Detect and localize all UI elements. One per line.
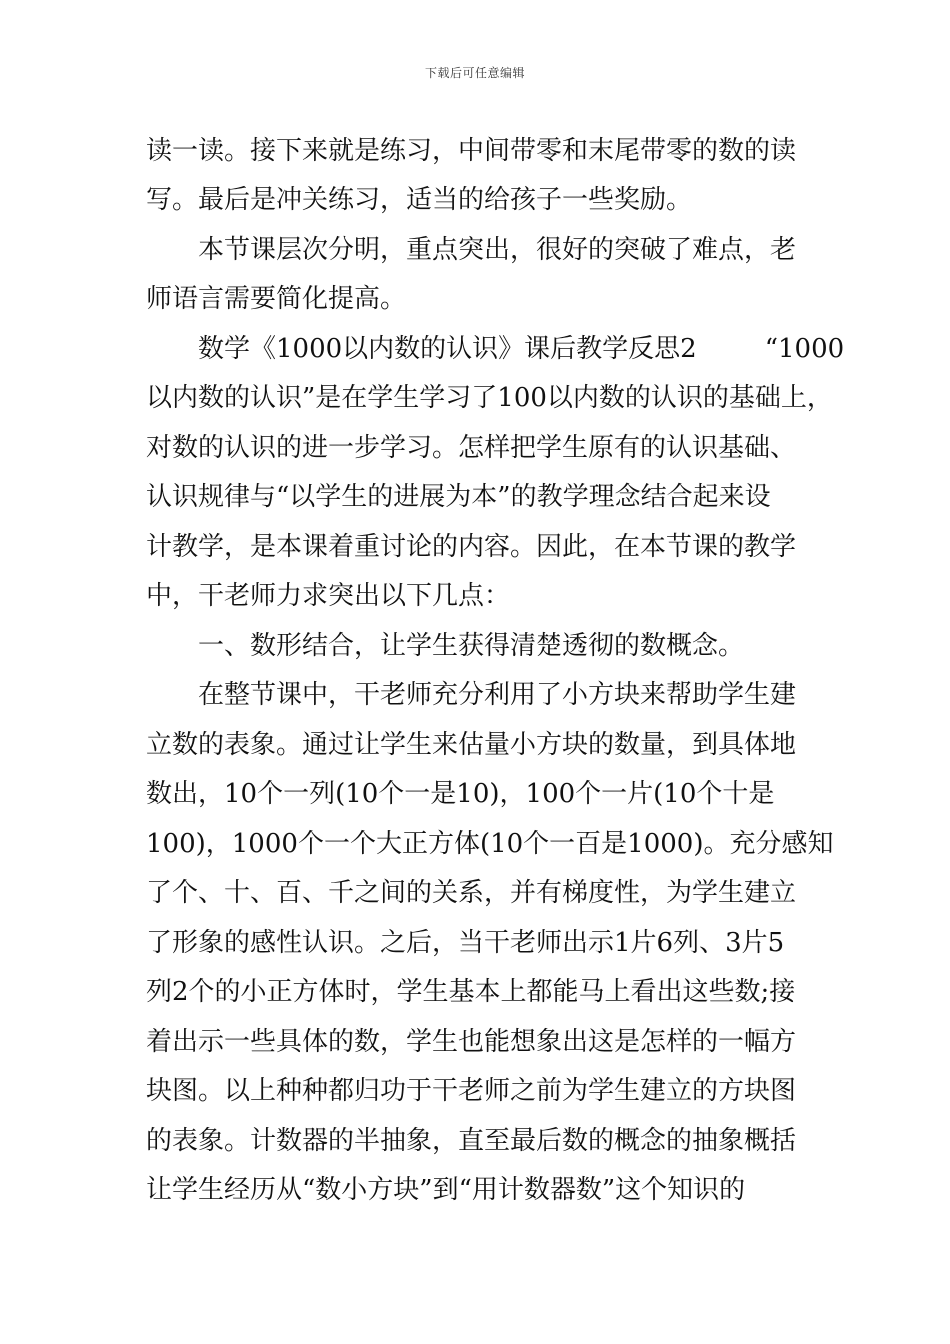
text-line: 了形象的感性认识。之后，当干老师出示1片6列、3片5 (146, 928, 785, 958)
text-line: 块图。以上种种都归功于干老师之前为学生建立的方块图 (146, 1076, 797, 1106)
subheading-line: 一、数形结合，让学生获得清楚透彻的数概念。 (198, 631, 745, 661)
text-line: 读一读。接下来就是练习，中间带零和末尾带零的数的读 (146, 136, 797, 166)
text-line: 100)，1000个一个大正方体(10个一百是1000)。充分感知 (146, 829, 834, 859)
text-line: 认识规律与“以学生的进展为本”的教学理念结合起来设 (146, 482, 771, 512)
page-header: 下载后可任意编辑 (424, 66, 525, 80)
text-fragment: “1000 (764, 334, 845, 364)
text-line: 本节课层次分明，重点突出，很好的突破了难点，老 (198, 235, 797, 265)
section-heading: 数学《1000以内数的认识》课后教学反思2 (198, 334, 697, 364)
text-line: 写。最后是冲关练习，适当的给孩子一些奖励。 (146, 185, 693, 215)
text-line: 对数的认识的进一步学习。怎样把学生原有的认识基础、 (146, 433, 797, 463)
section-heading-line (198, 332, 878, 366)
text-line: 计教学，是本课着重讨论的内容。因此，在本节课的教学 (146, 532, 797, 562)
text-line: 在整节课中，干老师充分利用了小方块来帮助学生建 (198, 680, 797, 710)
text-line: 了个、十、百、千之间的关系，并有梯度性，为学生建立 (146, 878, 797, 908)
text-line: 立数的表象。通过让学生来估量小方块的数量，到具体地 (146, 730, 797, 760)
text-line: 数出，10个一列(10个一是10)，100个一片(10个十是 (146, 779, 775, 809)
text-line: 让学生经历从“数小方块”到“用计数器数”这个知识的 (146, 1175, 746, 1205)
text-line: 列2个的小正方体时，学生基本上都能马上看出这些数;接 (146, 977, 796, 1007)
text-line: 的表象。计数器的半抽象，直至最后数的概念的抽象概括 (146, 1126, 797, 1156)
text-line: 中，干老师力求突出以下几点： (146, 581, 511, 611)
text-line: 师语言需要简化提高。 (146, 284, 407, 314)
text-line: 着出示一些具体的数，学生也能想象出这是怎样的一幅方 (146, 1027, 797, 1057)
text-line: 以内数的认识”是在学生学习了100以内数的认识的基础上， (146, 383, 833, 413)
